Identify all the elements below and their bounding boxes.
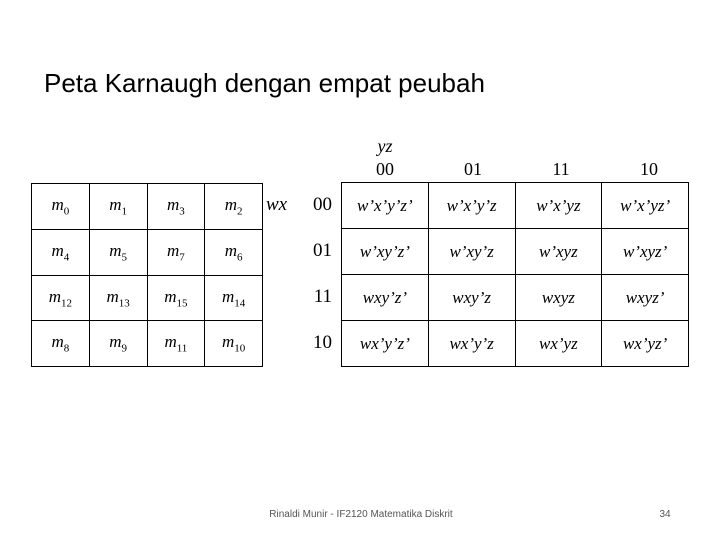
row-variable-label: wx [266,194,288,215]
column-header-11: 11 [552,159,570,179]
minterm-cell: $m_{15}$ [147,275,205,321]
kmap-cell: w’xy’z’ [342,229,429,275]
kmap-cell: w’xy’z [428,229,515,275]
minterm-cell: $m_6$ [205,229,263,275]
kmap-cell: wx’y’z [428,321,515,367]
kmap-cell: w’x’y’z’ [342,183,429,229]
row-header-11: 11 [313,286,332,307]
minterm-cell: $m_{14}$ [205,275,263,321]
row-header-00: 00 [313,194,332,215]
minterm-cell: $m_8$ [32,321,90,367]
table-row [342,275,689,321]
row-header-01: 01 [313,240,332,261]
column-header-01: 01 [464,159,482,179]
kmap-cell: w’xyz [515,229,602,275]
row-header-10: 10 [313,332,332,353]
table-row [32,184,263,230]
minterm-cell: $m_3$ [147,184,205,230]
kmap-cell: wxyz’ [602,275,689,321]
minterm-cell: $m_0$ [32,184,90,230]
slide-title: Peta Karnaugh dengan empat peubah [44,68,485,98]
table-row [32,275,263,321]
minterm-cell: $m_2$ [205,184,263,230]
kmap-cell: w’x’yz [515,183,602,229]
kmap-cell: wxy’z [428,275,515,321]
column-header-10: 10 [640,159,658,179]
kmap-cell: wx’yz [515,321,602,367]
minterm-cell: $m_5$ [89,229,147,275]
page-number: 34 [659,509,671,520]
kmap-cell: w’xyz’ [602,229,689,275]
table-row [342,321,689,367]
minterm-cell: $m_{12}$ [32,275,90,321]
kmap-cell: wxy’z’ [342,275,429,321]
kmap-cell: w’x’yz’ [602,183,689,229]
table-row [342,183,689,229]
minterm-cell: $m_4$ [32,229,90,275]
minterm-cell: $m_7$ [147,229,205,275]
kmap-cell: w’x’y’z [428,183,515,229]
minterm-table [31,183,263,367]
table-row [32,229,263,275]
minterm-cell: $m_{10}$ [205,321,263,367]
table-row [342,229,689,275]
kmap-cell: wxyz [515,275,602,321]
minterm-cell: $m_{11}$ [147,321,205,367]
slide-footer: Rinaldi Munir - IF2120 Matematika Diskrit [269,509,453,520]
minterm-cell: $m_9$ [89,321,147,367]
minterm-cell: $m_{13}$ [89,275,147,321]
kmap-cell: wx’yz’ [602,321,689,367]
table-row [32,321,263,367]
column-variable-label: yz [377,136,393,156]
kmap-cell: wx’y’z’ [342,321,429,367]
karnaugh-map-table [341,182,689,367]
column-header-00: 00 [376,159,394,179]
minterm-cell: $m_1$ [89,184,147,230]
